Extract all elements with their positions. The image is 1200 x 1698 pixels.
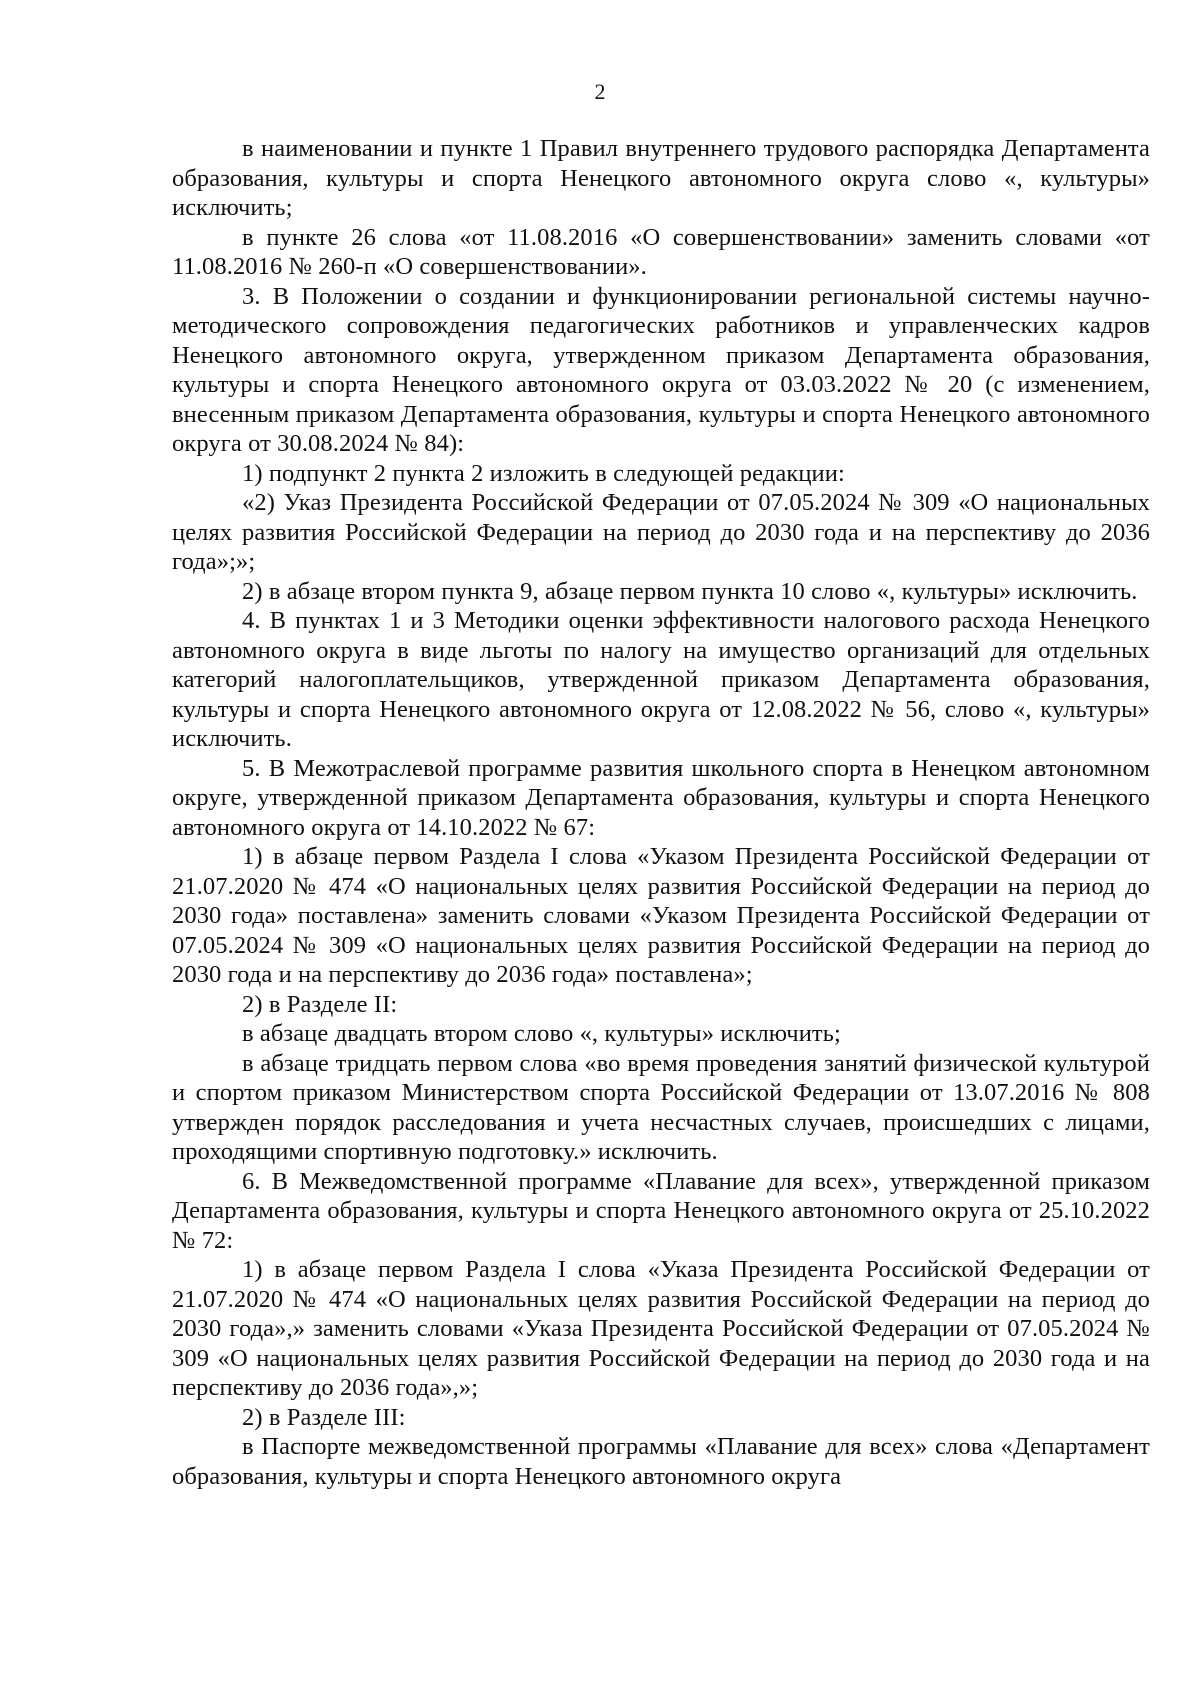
- paragraph: 6. В Межведомственной программе «Плавание для всех», утвержденной приказом Департамента образования, культуры и спорта Ненецкого автономного округа от 25.10.2022 № 72:: [172, 1167, 1150, 1254]
- paragraph: 5. В Межотраслевой программе развития школьного спорта в Ненецком автономном округе, утвержденной приказом Департамента образования, культуры и спорта Ненецкого автономного округа от 14.10.2022 № 67:: [172, 754, 1150, 841]
- paragraph: 2) в Разделе III:: [242, 1403, 406, 1431]
- paragraph: 2) в Разделе II:: [242, 990, 398, 1018]
- paragraph: в Паспорте межведомственной программы «Плавание для всех» слова «Департамент образования, культуры и спорта Ненецкого автономного округа: [172, 1433, 1150, 1490]
- paragraph: в абзаце двадцать втором слово «, культуры» исключить;: [242, 1020, 841, 1047]
- paragraph: 4. В пунктах 1 и 3 Методики оценки эффективности налогового расхода Ненецкого автономного округа в виде льготы по налогу на имущество организаций для отдельных категорий налогоплательщиков, утвержденной приказом Департамента образования, культуры и спорта Ненецкого автономного округа от 12.08.2022 № 56, слово «, культуры» исключить.: [172, 607, 1150, 752]
- page-number: 2: [594, 79, 606, 104]
- document-body: [172, 134, 1150, 1491]
- paragraph: «2) Указ Президента Российской Федерации от 07.05.2024 № 309 «О национальных целях развития Российской Федерации на период до 2030 года и на перспективу до 2036 года»;»;: [172, 489, 1150, 575]
- paragraph: 1) подпункт 2 пункта 2 изложить в следующей редакции:: [242, 459, 845, 487]
- paragraph: 1) в абзаце первом Раздела I слова «Указа Президента Российской Федерации от 21.07.2020 № 474 «О национальных целях развития Российской Федерации на период до 2030 года»,» заменить словами «Указа Президента Российской Федерации от 07.05.2024 № 309 «О национальных целях развития Российской Федерации на период до 2030 года и на перспективу до 2036 года»,»;: [172, 1256, 1150, 1401]
- paragraph: 1) в абзаце первом Раздела I слова «Указом Президента Российской Федерации от 21.07.2020 № 474 «О национальных целях развития Российской Федерации на период до 2030 года» поставлена» заменить словами «Указом Президента Российской Федерации от 07.05.2024 № 309 «О национальных целях развития Российской Федерации на период до 2030 года и на перспективу до 2036 года» поставлена»;: [172, 843, 1150, 988]
- paragraph: в наименовании и пункте 1 Правил внутреннего трудового распорядка Департамента образования, культуры и спорта Ненецкого автономного округа слово «, культуры» исключить;: [172, 135, 1150, 221]
- paragraph: 2) в абзаце втором пункта 9, абзаце первом пункта 10 слово «, культуры» исключить.: [242, 577, 1138, 605]
- paragraph: в пункте 26 слова «от 11.08.2016 «О совершенствовании» заменить словами «от 11.08.2016 № 260-п «О совершенствовании».: [172, 223, 1150, 280]
- paragraph: 3. В Положении о создании и функционировании региональной системы научно-методического сопровождения педагогических работников и управленческих кадров Ненецкого автономного округа, утвержденном приказом Департамента образования, культуры и спорта Ненецкого автономного округа от 03.03.2022 № 20 (с изменением, внесенным приказом Департамента образования, культуры и спорта Ненецкого автономного округа от 30.08.2024 № 84):: [172, 282, 1150, 457]
- paragraph: в абзаце тридцать первом слова «во время проведения занятий физической культурой и спортом приказом Министерством спорта Российской Федерации от 13.07.2016 № 808 утвержден порядок расследования и учета несчастных случаев, происшедших с лицами, проходящими спортивную подготовку.» исключить.: [172, 1049, 1150, 1165]
